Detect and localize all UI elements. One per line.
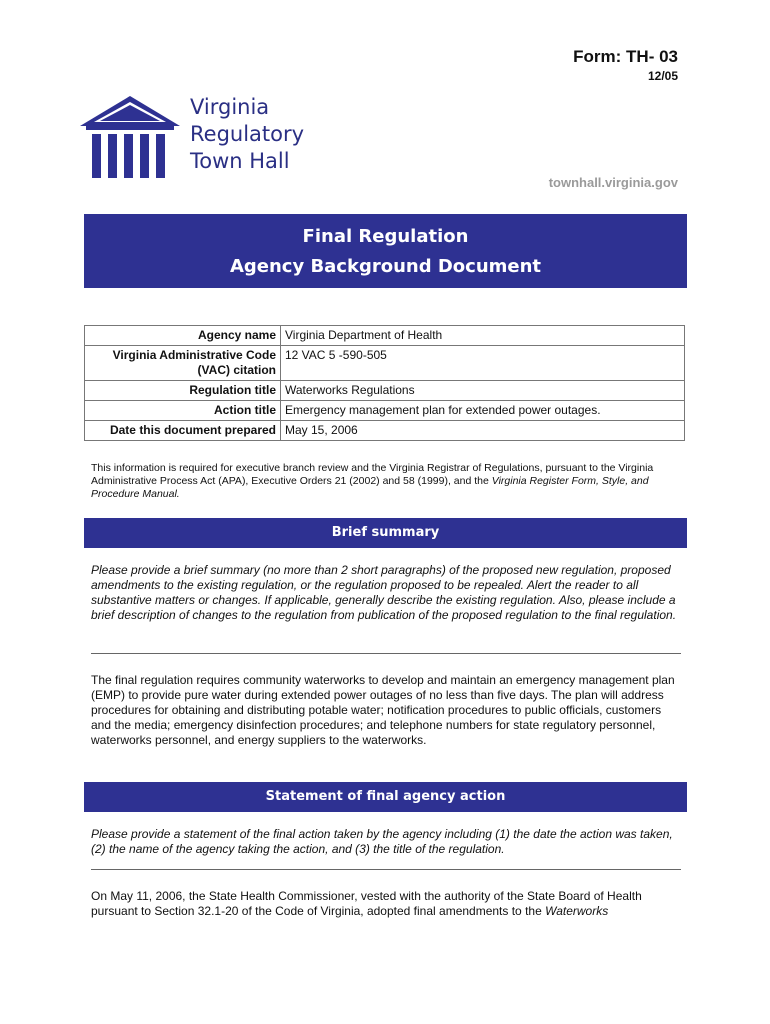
row-label: Date this document prepared xyxy=(85,421,281,441)
logo-wordmark xyxy=(190,94,304,175)
logo-line: Town Hall xyxy=(190,149,290,173)
title-banner xyxy=(84,214,687,288)
document-subtitle: Agency Background Document xyxy=(229,256,542,277)
form-date: 12/05 xyxy=(647,69,678,83)
section-heading-brief-summary: Brief summary xyxy=(84,518,687,548)
table-row xyxy=(85,381,685,401)
divider xyxy=(91,653,681,654)
site-url[interactable]: townhall.virginia.gov xyxy=(548,175,678,190)
document-title: Final Regulation xyxy=(302,226,469,247)
row-label: Regulation title xyxy=(85,381,281,401)
section-heading-final-action: Statement of final agency action xyxy=(84,782,687,812)
form-code: Form: TH- 03 xyxy=(573,47,678,66)
table-row xyxy=(85,346,685,381)
row-value: Virginia Department of Health xyxy=(281,326,685,346)
section-instructions: Please provide a statement of the final action taken by the agency including (1) the date the action was taken, (2) the name of the agency taking the action, and (3) the title of the regulation. xyxy=(91,827,673,856)
row-value: May 15, 2006 xyxy=(281,421,685,441)
section-body xyxy=(91,889,681,919)
body-italic: Waterworks xyxy=(545,904,609,918)
section-body: The final regulation requires community waterworks to develop and maintain an emergency management plan (EMP) to provide pure water during extended power outages of no less than five days. The plan will address procedures for obtaining and distributing potable water; notification procedures to public officials, customers and the media; emergency disinfection procedures; and telephone numbers for state regulatory personnel, waterworks personnel, and energy suppliers to the waterworks. xyxy=(91,673,675,747)
row-label: Agency name xyxy=(85,326,281,346)
requirement-note xyxy=(91,462,681,501)
logo-line: Virginia xyxy=(190,95,270,119)
agency-info-table xyxy=(84,325,685,441)
note-text: This information is required for executive branch review and the Virginia Registrar of Regulations, pursuant to the Virginia Administrative Process Act (APA), Executive Orders 21 (2002) and 58 (1999), and the xyxy=(91,462,654,487)
divider xyxy=(91,869,681,870)
row-value: Waterworks Regulations xyxy=(281,381,685,401)
form-identifier xyxy=(573,47,678,83)
body-text: On May 11, 2006, the State Health Commissioner, vested with the authority of the State Board of Health pursuant to Section 32.1-20 of the Code of Virginia, adopted final amendments to the xyxy=(91,889,642,918)
note-italic: Virginia Register Form, Style, and Procedure Manual. xyxy=(91,475,649,500)
table-row xyxy=(85,421,685,441)
row-value: 12 VAC 5 -590-505 xyxy=(281,346,685,381)
table-row xyxy=(85,401,685,421)
row-label: Virginia Administrative Code (VAC) citation xyxy=(85,346,281,381)
row-value: Emergency management plan for extended power outages. xyxy=(281,401,685,421)
logo-line: Regulatory xyxy=(190,122,305,146)
section-instructions: Please provide a brief summary (no more than 2 short paragraphs) of the proposed new regulation, proposed amendments to the existing regulation, or the regulation proposed to be repealed. Alert the reader to all substantive matters or changes. If applicable, generally describe the existing regulation. Also, please include a brief description of changes to the regulation from publication of the proposed regulation to the final regulation. xyxy=(91,563,677,622)
row-label: Action title xyxy=(85,401,281,421)
table-row xyxy=(85,326,685,346)
capitol-building-icon xyxy=(80,92,180,182)
